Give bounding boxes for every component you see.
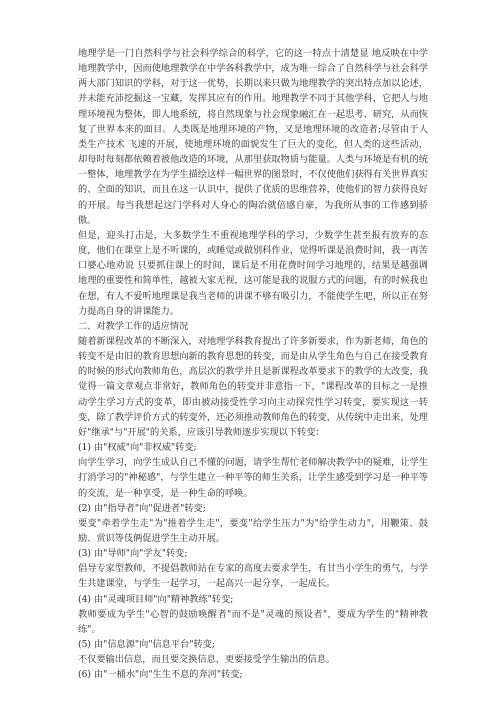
item-2-body: 要变"牵着学生走"为"推着学生走"，要变"给学生压力"为"给学生动力"，用鞭策、鼓励、赏识等伎俩促进学生主动开展。	[78, 517, 428, 544]
document-page	[78, 46, 428, 683]
section-heading: 二、对教学工作的适应情况	[78, 320, 189, 332]
item-4-title: (4) 由"灵魂项目师"向"精神教练"转变;	[78, 593, 234, 605]
body-paragraph-2: 但是，迎头打击是，大多数学生不重视地理学科的学习，少数学生甚至报有放弃的态度，他们在课堂上是不听课的，或睡觉或做别科作业，觉得听课是浪费时间，我一再苦口婆心地劝说 只要抓住课上的时间，课后是不用花费时间学习地理的，结果是越强调地理的重要性和简单性，越被大家无视，这可能是我的说服方式的问题，有的时候我也在想，有人不爱听地理课是我当老师的讲课不够有吸引力，不能使学生吧，所以正在努力提高自身的讲课能力。	[78, 229, 428, 317]
item-6-title: (6) 由"一桶水"向"生生不息的奔河"转变;	[78, 669, 243, 681]
item-4-body: 教师要成为学生"心智的鼓励唤醒者"而不是"灵魂的预设者"，要成为学生的"精神教练"。	[78, 608, 428, 635]
item-3-body: 倡导专家型教师，不提倡教师站在专家的高度去要求学生，有甘当小学生的勇气，与学生共建课堂，与学生一起学习，一起高兴一起分享，一起成长。	[78, 563, 428, 590]
item-5-title: (5) 由"信息源"向"信息平台"转变;	[78, 639, 215, 651]
section-paragraph: 随着新课程改革的不断深入，对地理学科教育提出了许多新要求，作为新老师，角色的转变不是由旧的教育思想向新的教育思想的转变，而是由从学生角色与自己在接受教育的时候的形式向教师角色，高层次的教学并且是新课程改革要求下的教学的大改变，我觉得一篇文章观点非常好，教师角色的转变并非意指一下，"课程改革的目标之一是推动学生学习方式的变革，即由被动接受性学习向主动探究性学习转变，要实现这一转变，除了教学评价方式的转变外，还必须推动教师角色的转变，从传统中走出来，处理好"继承"与"开展"的关系，应该引导教师逐步实现以下转变：	[78, 335, 428, 438]
body-paragraph-1: 地理学是一门自然科学与社会科学综合的科学，它的这一特点十清楚显 地反映在中学地理教学中，因而使地理教学在中学各科教学中，成为唯一综合了自然科学与社会科学两大部门知识的学科，对于这一优势，长期以来只做为地理教学的突出特点加以论述，并未能充沛挖掘这一宝藏，发挥其应有的作用。地理教学不同于其他学科，它把人与地理环境视为整体，即人地系统，将自然现象与社会现象融汇在一起思考、研究，从而恢复了世界本来的面目。人类既是地理环境的产物，又是地理环境的改造者;尽管由于人类生产技术 飞速的开展，使地理环境的面貌发生了巨大的变化，但人类的这些活动，却每时每刻都依赖着被他改造的环境，从那里获取物质与能量。人类与环境是有机的统一整体，地理教学在为学生描绘这样一幅世界的图景时，不仅使他们获得有关世界真实的、全面的知识，而且在这一认识中，提供了优质的思维营养，使他们的智力获得良好的开展。每当我想起这门学科对人身心的陶冶就倍感自豪，为我所从事的工作感到骄傲。	[78, 48, 428, 226]
item-1-body: 向学生学习，向学生成认自己不懂的问题，请学生帮忙老师解决教学中的疑难，让学生打消学习的"神秘感"，与学生建立一种平等的师生关系，让学生感受到学习是一种平等的交流，是一种享受，是一种生命的呼唤。	[78, 457, 428, 499]
item-3-title: (3) 由"导师"向"学友"转变;	[78, 548, 188, 560]
item-1-title: (1) 由"权威"向"非权威"转变;	[78, 442, 197, 454]
item-2-title: (2) 由"指导者"向"促进者"转变;	[78, 502, 206, 514]
item-5-body: 不仅要输出信息，而且要交换信息，更要接受学生输出的信息。	[78, 654, 336, 666]
